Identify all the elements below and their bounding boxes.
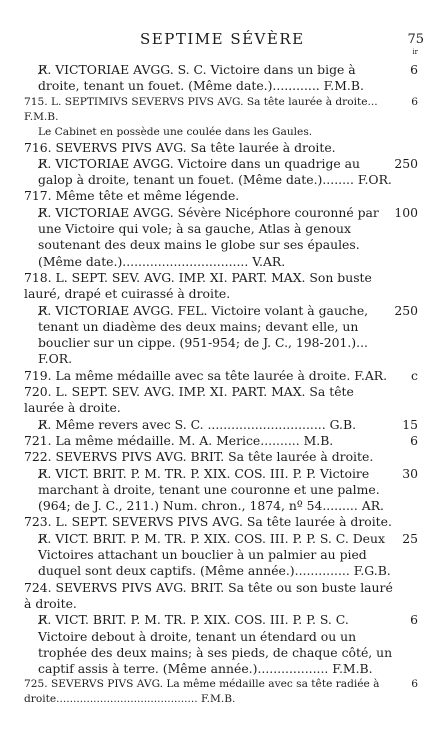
page-mark: ir [412, 48, 418, 56]
catalog-line: 715. L. SEPTIMIVS SEVERVS PIVS AVG. Sa tête laurée à droite... F.M.B. 6 [24, 95, 418, 123]
catalog-line: 721. La même médaille. M. A. Merice.......... M.B. 6 [24, 432, 418, 448]
page-number: 75 [407, 32, 424, 47]
catalog-line: 723. L. SEPT. SEVERVS PIVS AVG. Sa tête laurée à droite. [24, 514, 392, 530]
catalog-line: 717. Même tête et même légende. [24, 188, 240, 204]
catalog-line: 720. L. SEPT. SEV. AVG. IMP. XI. PART. MAX. Sa tête laurée à droite. [24, 384, 354, 416]
catalog-line: 722. SEVERVS PIVS AVG. BRIT. Sa tête laurée à droite. [24, 449, 374, 465]
catalog-line: R̸. VICTORIAE AVGG. FEL. Victoire volant à gauche, tenant un diadème des deux mains; devant elle, un bouclier sur un cippe. (951-954; de J. C., 198-201.)... F.OR. 250 [38, 302, 418, 367]
catalog-line: R̸. VICT. BRIT. P. M. TR. P. XIX. COS. III. P. P. S. C. Victoire debout à droite, tenant un étendard ou un trophée des deux mains; à ses pieds, de chaque côté, un captif assis à terre. (Même année.).................. F.M.B. 6 [38, 612, 418, 677]
catalog-body [24, 62, 418, 707]
catalog-line: 724. SEVERVS PIVS AVG. BRIT. Sa tête ou son buste lauré à droite. [24, 579, 393, 611]
catalog-line: 718. L. SEPT. SEV. AVG. IMP. XI. PART. MAX. Son buste lauré, drapé et cuirassé à droite. [24, 269, 372, 302]
catalog-line: R̸. VICT. BRIT. P. M. TR. P. XIX. COS. III. P. P. S. C. Deux Victoires attachant un bouclier à un palmier au pied duquel sont deux captifs. (Même année.).............. F.G.B. 25 [38, 530, 418, 579]
catalog-line: R̸. VICTORIAE AVGG. Sévère Nicéphore couronné par une Victoire qui vole; à sa gauche, Atlas à genoux soutenant des deux mains le globe sur ses épaules. (Même date.)................................ V.AR. 100 [38, 204, 418, 269]
catalog-line: 725. SEVERVS PIVS AVG. La même médaille avec sa tête radiée à droite.......................................... F.M.B. 6 [24, 678, 418, 706]
catalog-note: Le Cabinet en possède une coulée dans les Gaules. [38, 125, 313, 138]
catalog-line: R̸. Même revers avec S. C. .............................. G.B. 15 [38, 416, 418, 432]
running-title: SEPTIME SÉVÈRE [140, 30, 305, 48]
catalog-line: 719. La même médaille avec sa tête laurée à droite. F.AR. c [24, 367, 418, 383]
page-header [0, 30, 446, 56]
catalog-line: R̸. VICT. BRIT. P. M. TR. P. XIX. COS. III. P. P. Victoire marchant à droite, tenant une couronne et une palme. (964; de J. C., 211.) Num. chron., 1874, nº 54......... AR. 30 [38, 465, 418, 514]
catalog-line: 716. SEVERVS PIVS AVG. Sa tête laurée à droite. [24, 139, 336, 155]
catalog-line: R̸. VICTORIAE AVGG. Victoire dans un quadrige au galop à droite, tenant un fouet. (Même date.)........ F.OR. 250 [38, 155, 418, 188]
catalog-line: R̸. VICTORIAE AVGG. S. C. Victoire dans un bige à droite, tenant un fouet. (Même date.)............ F.M.B. 6 [38, 62, 418, 94]
